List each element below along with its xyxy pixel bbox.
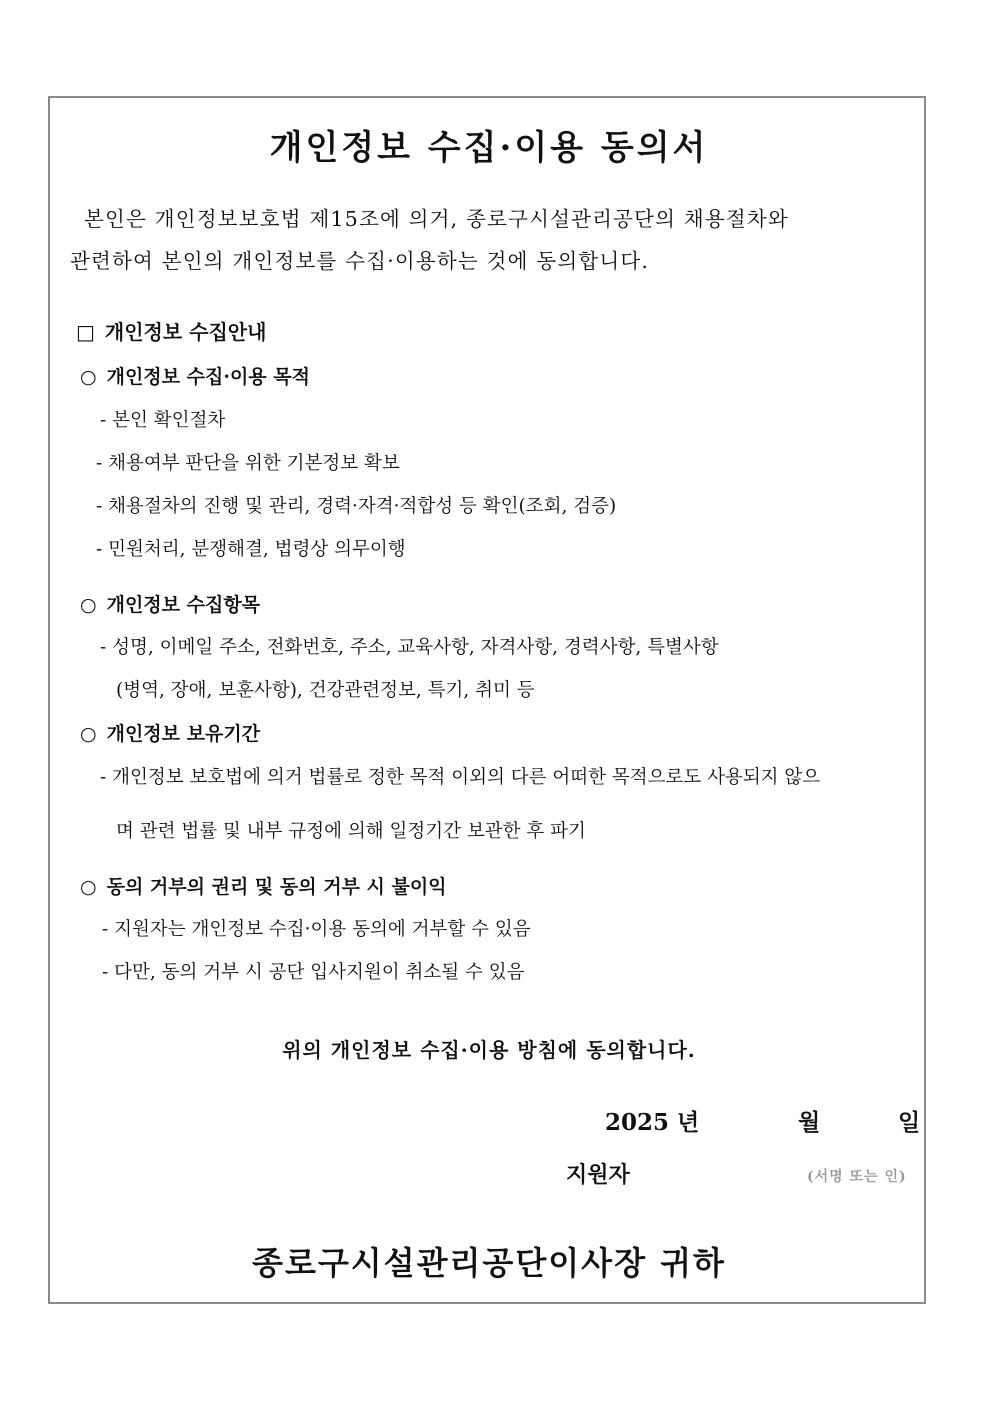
circle-bullet-icon: ○ xyxy=(80,876,97,898)
consent-form xyxy=(48,96,926,1304)
page-title: 개인정보 수집·이용 동의서 xyxy=(269,128,709,168)
section-title: 개인정보 수집안내 xyxy=(104,320,267,344)
refusal-item: - 다만, 동의 거부 시 공단 입사지원이 취소될 수 있음 xyxy=(102,962,525,983)
circle-bullet-icon: ○ xyxy=(80,594,97,616)
collected-items-line-2: (병역, 장애, 보훈사항), 건강관련정보, 특기, 취미 등 xyxy=(116,680,535,701)
date-year: 2025 년 xyxy=(605,1109,700,1136)
checkbox-square-icon: □ xyxy=(76,320,95,344)
circle-bullet-icon: ○ xyxy=(80,366,97,388)
retention-title: 개인정보 보유기간 xyxy=(106,723,261,745)
retention-line-1: - 개인정보 보호법에 의거 법률로 정한 목적 이외의 다른 어떠한 목적으로도 사용되지 않으 xyxy=(100,767,821,788)
purpose-item: - 채용여부 판단을 위한 기본정보 확보 xyxy=(96,453,400,474)
intro-line-1: 본인은 개인정보보호법 제15조에 의거, 종로구시설관리공단의 채용절차와 xyxy=(84,207,789,231)
recipient: 종로구시설관리공단이사장 귀하 xyxy=(252,1244,726,1282)
refusal-heading xyxy=(80,872,447,899)
signature-note: (서명 또는 인) xyxy=(807,1169,907,1185)
purpose-title: 개인정보 수집·이용 목적 xyxy=(106,366,310,388)
agreement-statement: 위의 개인정보 수집·이용 방침에 동의합니다. xyxy=(282,1038,696,1062)
purpose-heading xyxy=(80,362,310,389)
intro-line-2: 관련하여 본인의 개인정보를 수집·이용하는 것에 동의합니다. xyxy=(70,249,650,273)
retention-line-2: 며 관련 법률 및 내부 규정에 의해 일정기간 보관한 후 파기 xyxy=(116,821,586,842)
collected-items-title: 개인정보 수집항목 xyxy=(106,594,261,616)
date-month: 월 xyxy=(798,1109,821,1136)
refusal-item: - 지원자는 개인정보 수집·이용 동의에 거부할 수 있음 xyxy=(102,919,531,940)
collected-items-line-1: - 성명, 이메일 주소, 전화번호, 주소, 교육사항, 자격사항, 경력사항, 특별사항 xyxy=(100,637,719,658)
purpose-item: - 본인 확인절차 xyxy=(100,410,226,431)
purpose-item: - 민원처리, 분쟁해결, 법령상 의무이행 xyxy=(96,539,406,560)
date-day: 일 xyxy=(898,1109,921,1136)
purpose-item: - 채용절차의 진행 및 관리, 경력·자격·적합성 등 확인(조회, 검증) xyxy=(96,496,617,517)
section-collection-guide xyxy=(76,316,266,345)
applicant-label: 지원자 xyxy=(566,1162,630,1188)
circle-bullet-icon: ○ xyxy=(80,723,97,745)
retention-heading xyxy=(80,719,260,746)
collected-items-heading xyxy=(80,590,260,617)
refusal-title: 동의 거부의 권리 및 동의 거부 시 불이익 xyxy=(106,876,447,898)
